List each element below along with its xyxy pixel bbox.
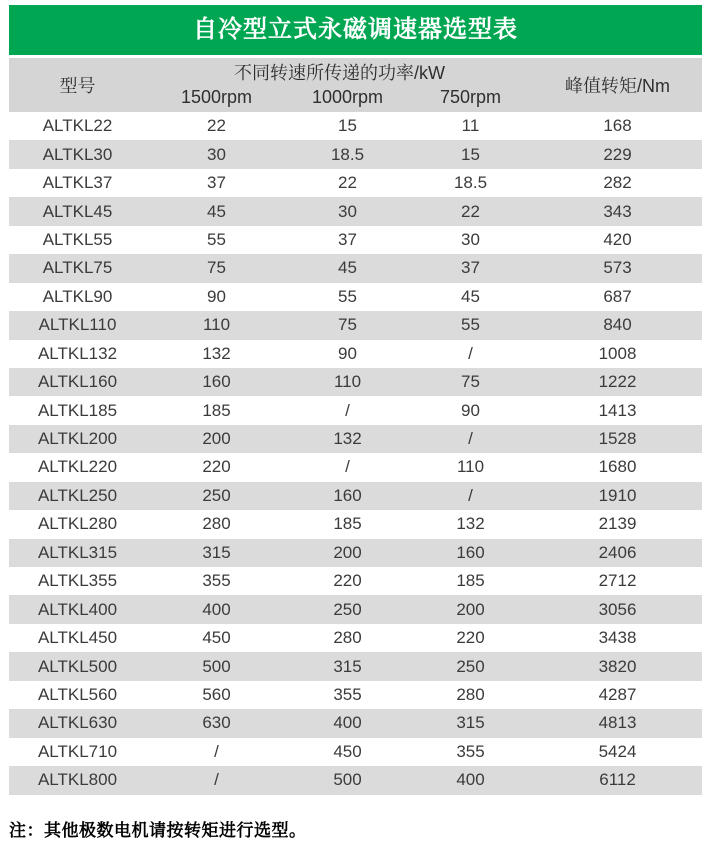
power-750-cell: 30 [408,226,533,254]
torque-cell: 1528 [533,425,702,453]
power-1000-cell: 37 [287,226,408,254]
power-1500-cell: 200 [146,425,287,453]
power-1000-cell: 75 [287,311,408,339]
torque-cell: 3438 [533,624,702,652]
power-750-cell: 75 [408,368,533,396]
table-row [9,140,702,168]
power-1500-cell: 185 [146,396,287,424]
torque-cell: 840 [533,311,702,339]
torque-cell: 1008 [533,340,702,368]
column-header-power-group: 不同转速所传递的功率/kW [146,58,533,86]
power-1000-cell: 500 [287,766,408,794]
table-row [9,169,702,197]
torque-cell: 1413 [533,396,702,424]
column-header-750rpm: 750rpm [408,86,533,112]
header-row-top [9,58,702,86]
power-1500-cell: 132 [146,340,287,368]
power-1500-cell: 30 [146,140,287,168]
power-1000-cell: 160 [287,482,408,510]
table-row [9,197,702,225]
table-row [9,368,702,396]
footnote: 注：其他极数电机请按转矩进行选型。 [9,820,307,840]
power-1500-cell: 22 [146,112,287,140]
power-1500-cell: 500 [146,652,287,680]
column-header-1000rpm: 1000rpm [287,86,408,112]
power-1000-cell: 132 [287,425,408,453]
power-750-cell: 132 [408,510,533,538]
table-row [9,652,702,680]
power-750-cell: 220 [408,624,533,652]
table-body [9,112,702,795]
power-1000-cell: 200 [287,539,408,567]
table-row [9,681,702,709]
torque-cell: 2139 [533,510,702,538]
power-750-cell: 280 [408,681,533,709]
power-1500-cell: 90 [146,283,287,311]
model-cell: ALTKL800 [9,766,146,794]
table-row [9,311,702,339]
table-row [9,112,702,140]
model-cell: ALTKL75 [9,254,146,282]
power-750-cell: 200 [408,595,533,623]
model-cell: ALTKL250 [9,482,146,510]
table-row [9,283,702,311]
power-750-cell: 22 [408,197,533,225]
table-header [9,58,702,112]
torque-cell: 573 [533,254,702,282]
power-750-cell: 37 [408,254,533,282]
model-cell: ALTKL630 [9,709,146,737]
power-1500-cell: 315 [146,539,287,567]
torque-cell: 420 [533,226,702,254]
power-1500-cell: 45 [146,197,287,225]
power-1000-cell: 185 [287,510,408,538]
power-1500-cell: 220 [146,453,287,481]
table-title-bar [9,5,702,55]
torque-cell: 5424 [533,738,702,766]
table-row [9,709,702,737]
model-cell: ALTKL710 [9,738,146,766]
table-row [9,453,702,481]
column-header-model: 型号 [9,58,146,112]
power-750-cell: 90 [408,396,533,424]
power-1500-cell: / [146,738,287,766]
power-1000-cell: 450 [287,738,408,766]
power-750-cell: / [408,340,533,368]
power-1500-cell: 355 [146,567,287,595]
power-1500-cell: 450 [146,624,287,652]
power-1000-cell: / [287,396,408,424]
power-1000-cell: 22 [287,169,408,197]
power-1500-cell: 400 [146,595,287,623]
selection-table [9,58,702,795]
table-row [9,595,702,623]
model-cell: ALTKL315 [9,539,146,567]
power-1500-cell: 250 [146,482,287,510]
torque-cell: 229 [533,140,702,168]
power-1000-cell: 355 [287,681,408,709]
power-750-cell: 250 [408,652,533,680]
power-750-cell: 315 [408,709,533,737]
torque-cell: 3056 [533,595,702,623]
power-1000-cell: 110 [287,368,408,396]
power-1000-cell: 90 [287,340,408,368]
model-cell: ALTKL185 [9,396,146,424]
model-cell: ALTKL220 [9,453,146,481]
power-1000-cell: 280 [287,624,408,652]
table-row [9,624,702,652]
power-750-cell: 18.5 [408,169,533,197]
power-750-cell: 185 [408,567,533,595]
model-cell: ALTKL450 [9,624,146,652]
torque-cell: 687 [533,283,702,311]
torque-cell: 3820 [533,652,702,680]
table-row [9,539,702,567]
model-cell: ALTKL160 [9,368,146,396]
torque-cell: 168 [533,112,702,140]
table-row [9,226,702,254]
power-1000-cell: 250 [287,595,408,623]
column-header-torque: 峰值转矩/Nm [533,58,702,112]
power-1000-cell: 15 [287,112,408,140]
model-cell: ALTKL400 [9,595,146,623]
column-header-1500rpm: 1500rpm [146,86,287,112]
power-750-cell: 11 [408,112,533,140]
power-750-cell: 400 [408,766,533,794]
model-cell: ALTKL45 [9,197,146,225]
model-cell: ALTKL200 [9,425,146,453]
table-row [9,567,702,595]
model-cell: ALTKL22 [9,112,146,140]
torque-cell: 1222 [533,368,702,396]
torque-cell: 4287 [533,681,702,709]
power-1500-cell: 55 [146,226,287,254]
power-750-cell: 160 [408,539,533,567]
power-1500-cell: 160 [146,368,287,396]
torque-cell: 343 [533,197,702,225]
power-750-cell: 45 [408,283,533,311]
model-cell: ALTKL30 [9,140,146,168]
power-750-cell: 55 [408,311,533,339]
power-1000-cell: 55 [287,283,408,311]
power-1500-cell: 280 [146,510,287,538]
power-1000-cell: 18.5 [287,140,408,168]
model-cell: ALTKL90 [9,283,146,311]
torque-cell: 282 [533,169,702,197]
table-row [9,482,702,510]
torque-cell: 6112 [533,766,702,794]
table-row [9,425,702,453]
torque-cell: 2712 [533,567,702,595]
model-cell: ALTKL560 [9,681,146,709]
model-cell: ALTKL500 [9,652,146,680]
power-1000-cell: 220 [287,567,408,595]
torque-cell: 2406 [533,539,702,567]
torque-cell: 4813 [533,709,702,737]
table-row [9,396,702,424]
torque-cell: 1680 [533,453,702,481]
table-row [9,254,702,282]
power-1500-cell: / [146,766,287,794]
power-750-cell: 15 [408,140,533,168]
power-1000-cell: 30 [287,197,408,225]
power-750-cell: / [408,425,533,453]
power-1000-cell: 45 [287,254,408,282]
power-1500-cell: 630 [146,709,287,737]
model-cell: ALTKL110 [9,311,146,339]
model-cell: ALTKL280 [9,510,146,538]
table-row [9,738,702,766]
model-cell: ALTKL132 [9,340,146,368]
table-row [9,766,702,794]
page-title: 自冷型立式永磁调速器选型表 [193,16,518,43]
power-1500-cell: 37 [146,169,287,197]
model-cell: ALTKL55 [9,226,146,254]
model-cell: ALTKL355 [9,567,146,595]
power-750-cell: 110 [408,453,533,481]
power-1000-cell: 400 [287,709,408,737]
table-row [9,510,702,538]
model-cell: ALTKL37 [9,169,146,197]
power-750-cell: 355 [408,738,533,766]
torque-cell: 1910 [533,482,702,510]
power-1000-cell: 315 [287,652,408,680]
power-1000-cell: / [287,453,408,481]
power-1500-cell: 110 [146,311,287,339]
table-row [9,340,702,368]
power-1500-cell: 75 [146,254,287,282]
power-1500-cell: 560 [146,681,287,709]
power-750-cell: / [408,482,533,510]
